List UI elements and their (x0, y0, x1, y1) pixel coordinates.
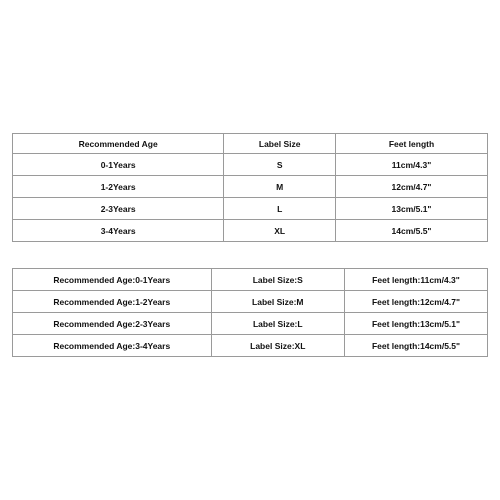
age-cell: 2-3Years (13, 198, 224, 220)
feet-length-cell: 13cm/5.1" (336, 198, 488, 220)
feet-length-cell: Feet length:11cm/4.3" (345, 269, 488, 291)
age-cell: 1-2Years (13, 176, 224, 198)
feet-length-cell: 12cm/4.7" (336, 176, 488, 198)
size-cell: Label Size:XL (211, 335, 344, 357)
age-cell: 0-1Years (13, 154, 224, 176)
table-row (13, 291, 488, 313)
size-chart-inline-table (12, 268, 488, 357)
feet-length-cell: Feet length:13cm/5.1" (345, 313, 488, 335)
feet-length-cell: 11cm/4.3" (336, 154, 488, 176)
size-cell: S (224, 154, 336, 176)
size-cell: Label Size:M (211, 291, 344, 313)
size-chart-table (12, 133, 488, 242)
header-feet-length: Feet length (336, 134, 488, 154)
age-cell: Recommended Age:1-2Years (13, 291, 212, 313)
age-cell: Recommended Age:3-4Years (13, 335, 212, 357)
size-cell: XL (224, 220, 336, 242)
feet-length-cell: 14cm/5.5" (336, 220, 488, 242)
size-cell: M (224, 176, 336, 198)
size-cell: L (224, 198, 336, 220)
header-label-size: Label Size (224, 134, 336, 154)
header-recommended-age: Recommended Age (13, 134, 224, 154)
age-cell: Recommended Age:2-3Years (13, 313, 212, 335)
table-row (13, 220, 488, 242)
table-row (13, 313, 488, 335)
age-cell: 3-4Years (13, 220, 224, 242)
table-row (13, 335, 488, 357)
size-cell: Label Size:S (211, 269, 344, 291)
feet-length-cell: Feet length:14cm/5.5" (345, 335, 488, 357)
size-cell: Label Size:L (211, 313, 344, 335)
age-cell: Recommended Age:0-1Years (13, 269, 212, 291)
feet-length-cell: Feet length:12cm/4.7" (345, 291, 488, 313)
table-row (13, 198, 488, 220)
table-header-row (13, 134, 488, 154)
table-row (13, 154, 488, 176)
table-row (13, 176, 488, 198)
table-row (13, 269, 488, 291)
